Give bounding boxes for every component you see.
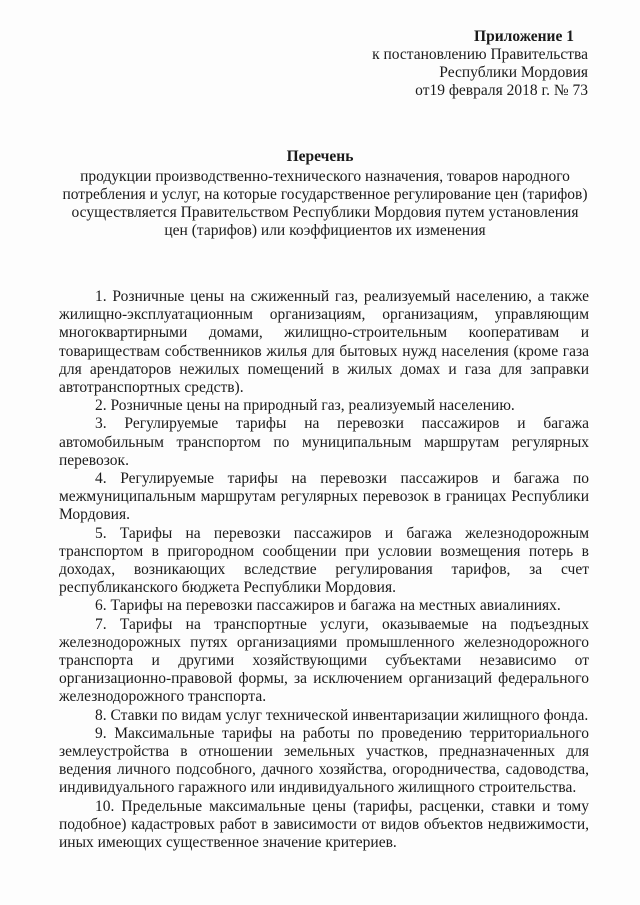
document-heading: Перечень <box>286 148 354 165</box>
list-item: 8. Ставки по видам услуг технической инвентаризации жилищного фонда. <box>95 706 589 724</box>
items-list <box>59 288 589 852</box>
list-item: 7. Тарифы на транспортные услуги, оказываемые на подъездных железнодорожных путях организациями промышленного железнодорожного транспорта и другими хозяйствующими субъектами независимо от организационно-правовой формы, за исключением организаций федерального железнодорожного транспорта. <box>59 615 589 706</box>
list-item: 1. Розничные цены на сжиженный газ, реализуемый населению, а также жилищно-эксплуатационным организациям, организациям, управляющим многоквартирными домами, жилищно-строительным кооперативам и товариществам собственников жилья для бытовых нужд населения (кроме газа для арендаторов нежилых помещений в жилых домах и газа для заправки автотранспортных средств). <box>59 288 589 397</box>
list-item: 10. Предельные максимальные цены (тарифы, расценки, ставки и тому подобное) кадастровых работ в зависимости от видов объектов недвижимости, иных имеющих существенное значение критериев. <box>59 797 589 852</box>
list-item: 5. Тарифы на перевозки пассажиров и багажа железнодорожным транспортом в пригородном сообщении при условии возмещения потерь в доходах, возникающих вследствие регулирования тарифов, за счет республиканского бюджета Республики Мордовия. <box>59 524 589 597</box>
list-item: 9. Максимальные тарифы на работы по проведению территориального землеустройства в отношении земельных участков, предназначенных для ведения личного подсобного, дачного хозяйства, огородничества, садоводства, индивидуального гаражного или индивидуального жилищного строительства. <box>59 724 589 797</box>
document-subheading: продукции производственно-технического назначения, товаров народного потребления и услуг, на которые государственное регулирование цен (тарифов) осуществляется Правительством Республики Мордовия путем установления цен (тарифов) или коэффициентов их изменения <box>62 168 588 239</box>
appendix-block <box>308 28 588 100</box>
appendix-republic-line: Республики Мордовия <box>439 64 588 81</box>
appendix-title: Приложение 1 <box>474 28 574 45</box>
list-item: 6. Тарифы на перевозки пассажиров и багажа на местных авиалиниях. <box>95 597 561 615</box>
list-item: 4. Регулируемые тарифы на перевозки пассажиров и багажа по межмуниципальным маршрутам регулярных перевозок в границах Республики Мордовия. <box>59 470 589 524</box>
appendix-resolution-line: к постановлению Правительства <box>372 46 588 63</box>
list-item: 2. Розничные цены на природный газ, реализуемый населению. <box>95 397 515 415</box>
list-item: 3. Регулируемые тарифы на перевозки пассажиров и багажа автомобильным транспортом по муниципальным маршрутам регулярных перевозок. <box>59 415 589 469</box>
appendix-date-line: от19 февраля 2018 г. № 73 <box>415 82 588 99</box>
